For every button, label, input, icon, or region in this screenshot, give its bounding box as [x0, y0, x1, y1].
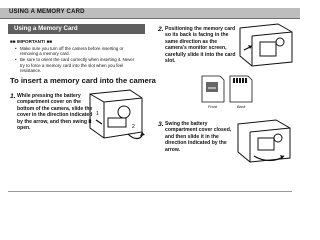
step-text: Positioning the memory card so its back is facing in the same direction as the camera's monitor screen, carefully slide it into the card slot. — [165, 26, 236, 65]
page-header-title: USING A MEMORY CARD — [9, 9, 85, 15]
bullet-text: Be sure to orient the card correctly when inserting it. Never try to force a memory card into the slot when you feel resistance. — [20, 57, 135, 73]
important-marker-icon: ■■ — [10, 39, 16, 44]
step-number: 1. — [10, 93, 16, 100]
list-item — [15, 57, 140, 73]
camera-bottom-illustration — [86, 88, 146, 146]
callout-1: 1 — [96, 111, 99, 117]
memory-card-orientation-illustration — [198, 74, 258, 104]
subheading: To insert a memory card into the camera — [10, 76, 156, 85]
bullet-icon: • — [15, 46, 17, 51]
callout-2: 2 — [132, 124, 135, 130]
card-back-caption: Back — [237, 105, 246, 109]
camera-card-slot-illustration — [238, 20, 294, 70]
list-item — [15, 46, 140, 56]
step-number: 2. — [158, 26, 164, 33]
section-heading: Using a Memory Card — [14, 25, 78, 32]
step-text: While pressing the battery compartment cover on the bottom of the camera, slide the cover in the direction indicated by the arrow, and then swing it open. — [17, 93, 93, 132]
footer-rule — [8, 191, 292, 192]
step-text: Swing the battery compartment cover closed, and then slide it in the direction indicated by the arrow. — [165, 121, 232, 153]
important-text: IMPORTANT! — [16, 39, 46, 44]
memory-card-front-icon — [202, 76, 224, 102]
camera-close-cover-illustration — [236, 116, 294, 166]
important-label — [10, 39, 52, 44]
card-front-caption: Front — [208, 105, 217, 109]
memory-card-back-icon — [230, 76, 252, 102]
bullet-text: Make sure you turn off the camera before inserting or removing a memory card. — [20, 46, 124, 57]
important-marker-icon: ■■ — [46, 39, 53, 44]
header-rule — [0, 18, 300, 19]
important-bullets — [15, 46, 140, 74]
step-number: 3. — [158, 121, 164, 128]
bullet-icon: • — [15, 57, 17, 63]
